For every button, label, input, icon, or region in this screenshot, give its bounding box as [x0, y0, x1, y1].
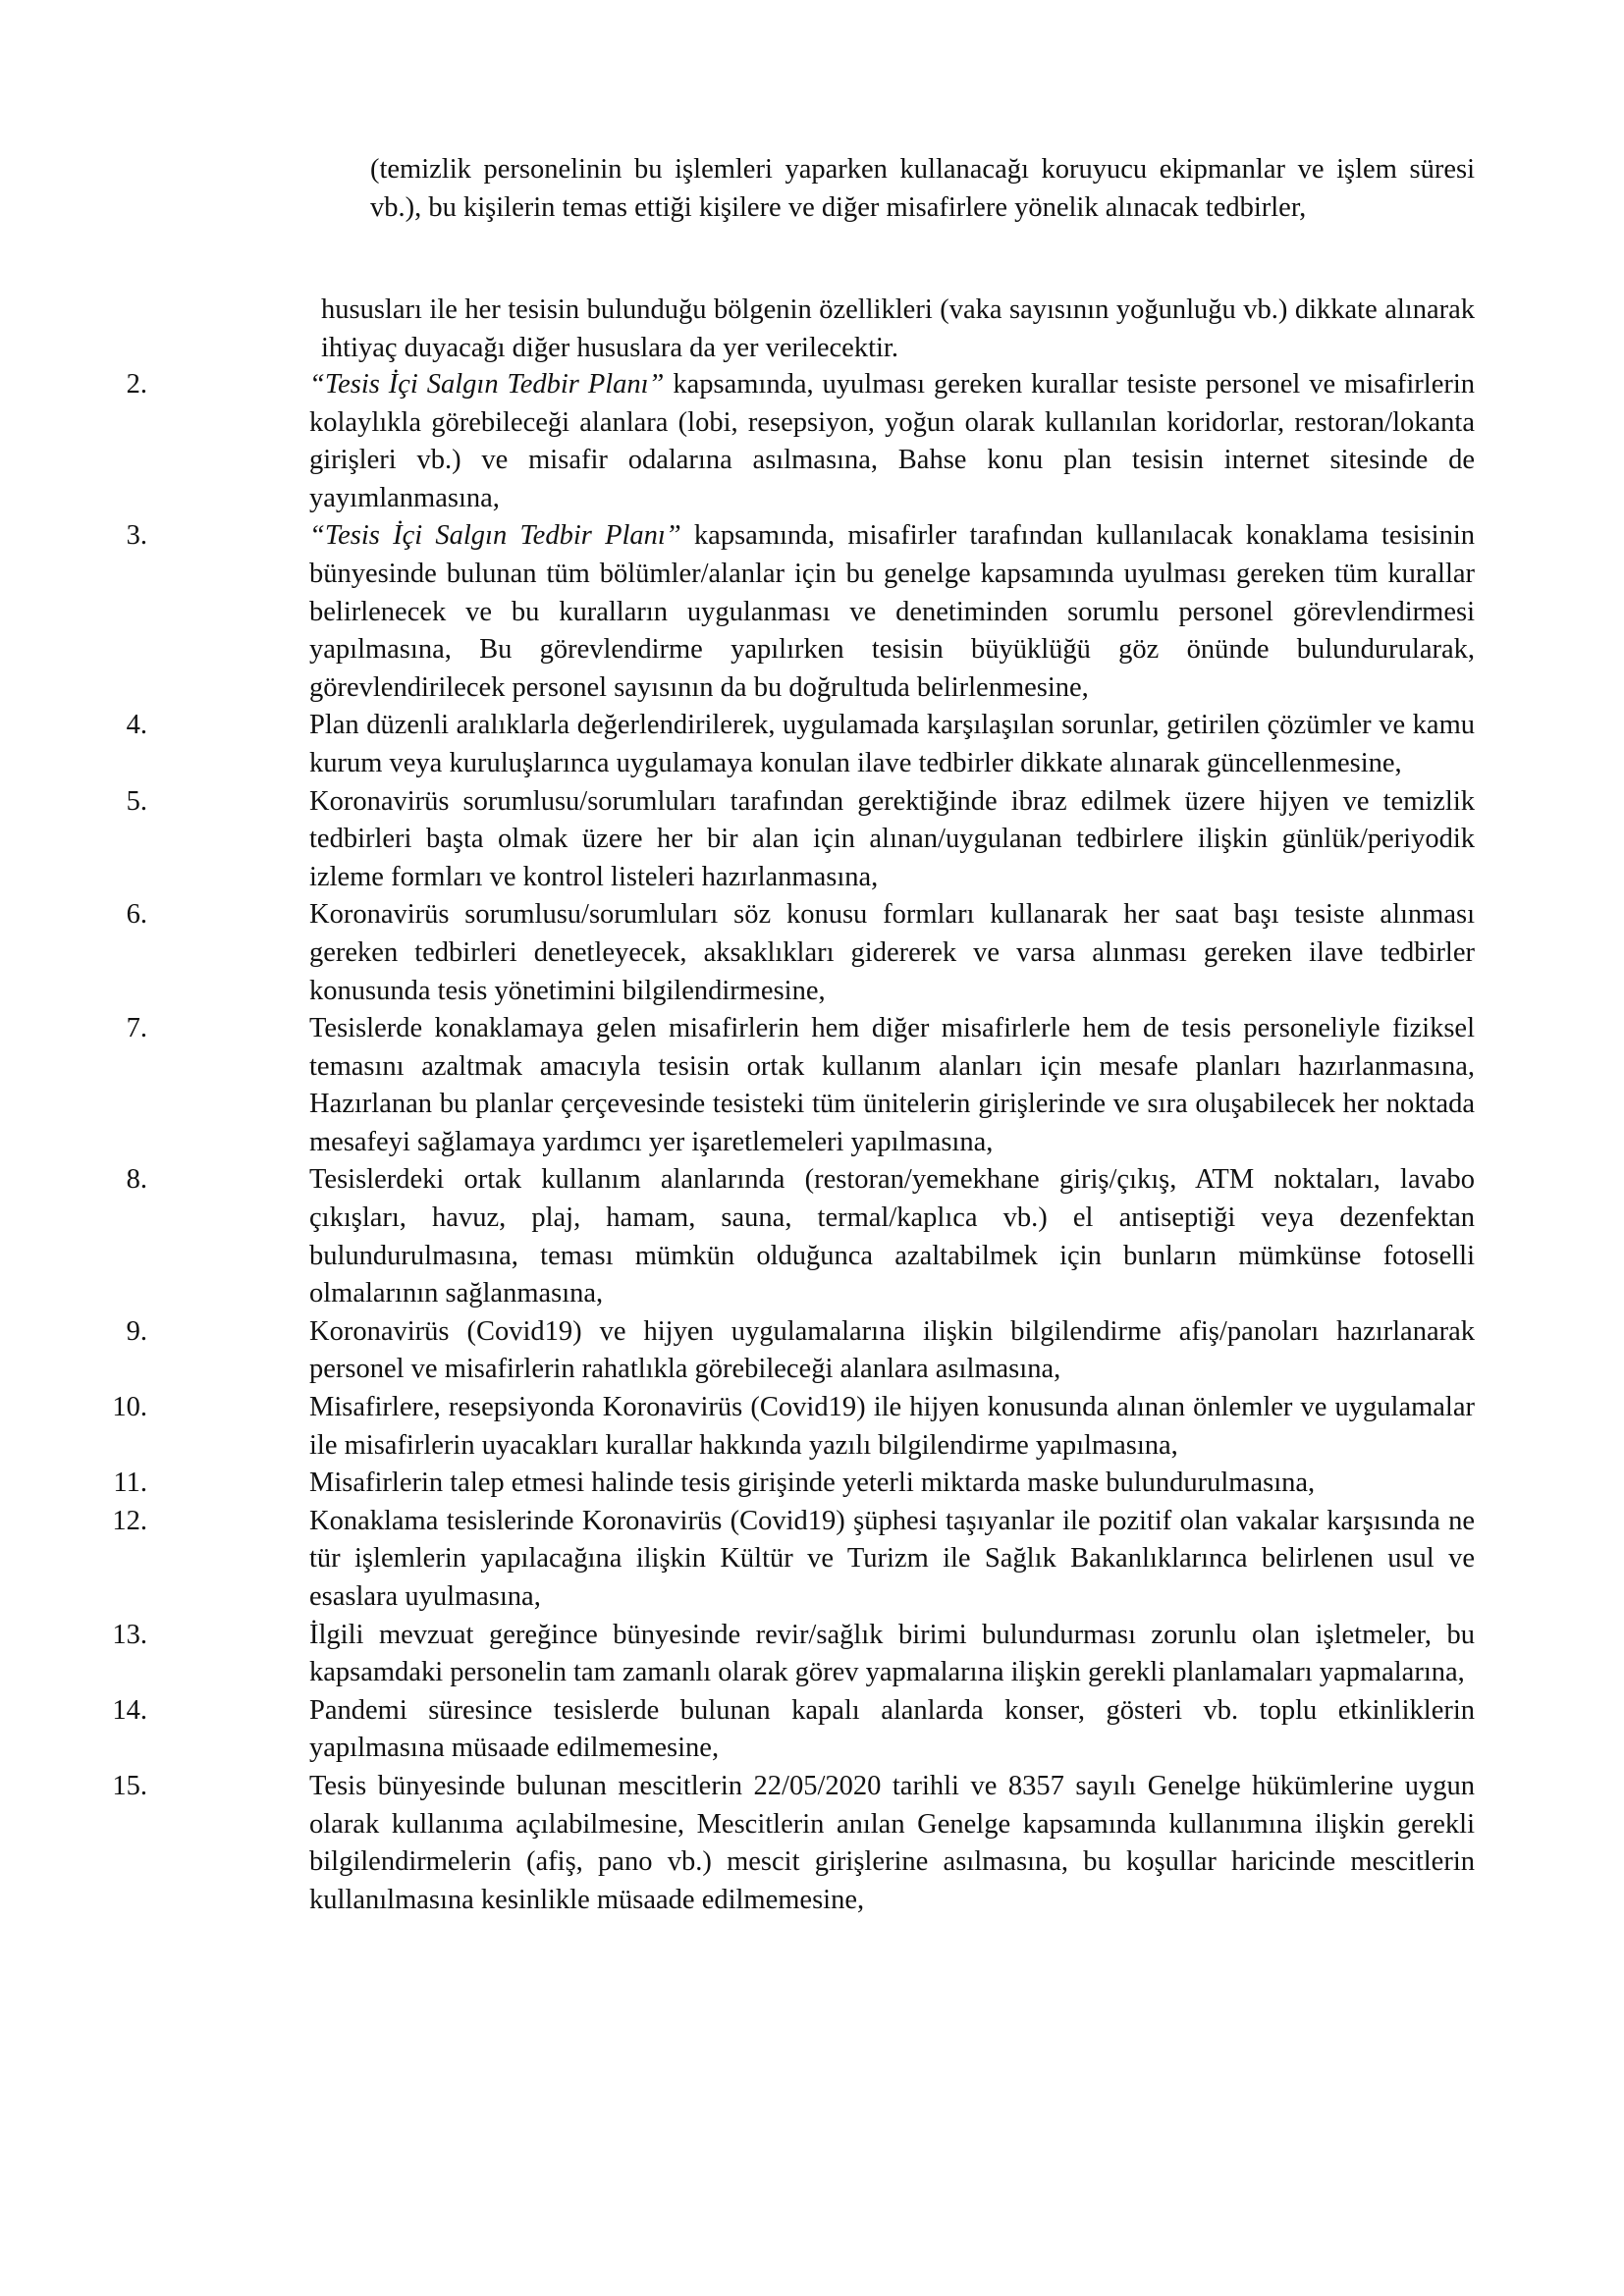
- list-item-number: 2.: [126, 369, 147, 400]
- list-item-number: 8.: [126, 1164, 147, 1196]
- list-item-text: [309, 1010, 1475, 1161]
- list-item-text: [309, 366, 1475, 517]
- list-item-body: Tesis bünyesinde bulunan mescitlerin 22/05/2020 tarihli ve 8357 sayılı Genelge hükümlerine uygun olarak kullanıma açılabilmesine, Mescitlerin anılan Genelge kapsamında kullanımına ilişkin gerekli bilgilendirmelerin (afiş, pano vb.) mescit girişlerine asılmasına, bu koşullar haricinde mescitlerin kullanılmasına kesinlikle müsaade edilmemesine,: [309, 1770, 1475, 1915]
- list-item: [0, 1313, 1475, 1389]
- list-item-body: kapsamında, uyulması gereken kurallar tesiste personel ve misafirlerin kolaylıkla görebileceği alanlara (lobi, resepsiyon, yoğun olarak kullanılan koridorlar, restoran/lokanta girişleri vb.) ve misafir odalarına asılmasına, Bahse konu plan tesisin internet sitesinde de yayımlanmasına,: [309, 369, 1475, 513]
- list-item-text: [309, 1617, 1475, 1692]
- list-item-text: [309, 1313, 1475, 1389]
- list-item-body: kapsamında, misafirler tarafından kullanılacak konaklama tesisinin bünyesinde bulunan tüm bölümler/alanlar için bu genelge kapsamında uyulması gereken tüm kurallar belirlenecek ve bu kuralların uygulanması ve denetiminden sorumlu personel görevlendirmesi yapılmasına, Bu görevlendirme yapılırken tesisin büyüklüğü göz önünde bulundurularak, görevlendirilecek personel sayısının da bu doğrultuda belirlenmesine,: [309, 520, 1475, 703]
- list-item-body: İlgili mevzuat gereğince bünyesinde revir/sağlık birimi bulundurması zorunlu olan işletmeler, bu kapsamdaki personelin tam zamanlı olarak görev yapmalarına ilişkin gerekli planlamaları yapmalarına,: [309, 1619, 1475, 1688]
- list-item-text: [309, 1692, 1475, 1768]
- list-item-body: Misafirlerin talep etmesi halinde tesis girişinde yeterli miktarda maske bulundurulmasına,: [309, 1468, 1316, 1499]
- list-item-number: 12.: [112, 1505, 147, 1536]
- list-item-number: 15.: [112, 1770, 147, 1801]
- list-item-text: [309, 517, 1475, 707]
- list-item: [0, 896, 1475, 1010]
- list-item-text: [309, 1465, 1475, 1503]
- list-item: [0, 1161, 1475, 1312]
- summary-paragraph: hususları ile her tesisin bulunduğu bölgenin özellikleri (vaka sayısının yoğunluğu vb.) dikkate alınarak ihtiyaç duyacağı diğer hususlara da yer verilecektir.: [321, 294, 1475, 363]
- list-item-body: Koronavirüs (Covid19) ve hijyen uygulamalarına ilişkin bilgilendirme afiş/panoları hazırlanarak personel ve misafirlerin rahatlıkla görebileceği alanlara asılmasına,: [309, 1315, 1475, 1385]
- list-item-body: Konaklama tesislerinde Koronavirüs (Covid19) şüphesi taşıyanlar ile pozitif olan vakalar karşısında ne tür işlemlerin yapılacağına ilişkin Kültür ve Turizm ile Sağlık Bakanlıklarınca belirlenen usul ve esaslara uyulmasına,: [309, 1505, 1475, 1612]
- list-item-text: [309, 896, 1475, 1010]
- list-item: [0, 1503, 1475, 1617]
- list-item-text: [309, 1768, 1475, 1919]
- list-item-text: [309, 1161, 1475, 1312]
- list-item: [0, 366, 1475, 517]
- list-item: [0, 517, 1475, 707]
- plan-title-italic: “Tesis İçi Salgın Tedbir Planı”: [309, 369, 665, 400]
- list-item-body: Plan düzenli aralıklarla değerlendirilerek, uygulamada karşılaşılan sorunlar, getirilen çözümler ve kamu kurum veya kuruluşlarınca uygulamaya konulan ilave tedbirler dikkate alınarak güncellenmesine,: [309, 710, 1475, 778]
- list-item-number: 10.: [112, 1392, 147, 1423]
- list-item-text: [309, 1389, 1475, 1465]
- list-item-body: Tesislerdeki ortak kullanım alanlarında (restoran/yemekhane giriş/çıkış, ATM noktaları, lavabo çıkışları, havuz, plaj, hamam, sauna, termal/kaplıca vb.) el antiseptiği veya dezenfektan bulundurulmasına, teması mümkün olduğunca azaltabilmek için bunların mümkünse fotoselli olmalarının sağlanmasına,: [309, 1164, 1475, 1309]
- list-item: [0, 707, 1475, 782]
- list-item-body: Koronavirüs sorumlusu/sorumluları tarafından gerektiğinde ibraz edilmek üzere hijyen ve temizlik tedbirleri başta olmak üzere her bir alan için alınan/uygulanan tedbirlere ilişkin günlük/periyodik izleme formları ve kontrol listeleri hazırlanmasına,: [309, 785, 1475, 892]
- list-item-number: 9.: [126, 1315, 147, 1347]
- list-item: [0, 783, 1475, 897]
- list-item-number: 6.: [126, 899, 147, 931]
- list-item-number: 4.: [126, 710, 147, 741]
- list-item: [0, 1768, 1475, 1919]
- list-item-body: Tesislerde konaklamaya gelen misafirlerin hem diğer misafirlerle hem de tesis personeliyle fiziksel temasını azaltmak amacıyla tesisin ortak kullanım alanları için mesafe planları hazırlanmasına, Hazırlanan bu planlar çerçevesinde tesisteki tüm ünitelerin girişlerinde ve sıra oluşabilecek her noktada mesafeyi sağlamaya yardımcı yer işaretlemeleri yapılmasına,: [309, 1013, 1475, 1157]
- continuation-paragraph: (temizlik personelinin bu işlemleri yaparken kullanacağı koruyucu ekipmanlar ve işlem süresi vb.), bu kişilerin temas ettiği kişilere ve diğer misafirlere yönelik alınacak tedbirler,: [370, 154, 1475, 223]
- list-item-number: 14.: [112, 1694, 147, 1726]
- list-item-text: [309, 1503, 1475, 1617]
- list-item-number: 7.: [126, 1013, 147, 1044]
- list-item: [0, 1692, 1475, 1768]
- list-item-body: Pandemi süresince tesislerde bulunan kapalı alanlarda konser, gösteri vb. toplu etkinliklerin yapılmasına müsaade edilmemesine,: [309, 1694, 1475, 1764]
- list-item-number: 13.: [112, 1619, 147, 1650]
- list-item-number: 11.: [113, 1468, 147, 1499]
- numbered-list: [0, 366, 1624, 1919]
- list-item: [0, 1465, 1475, 1503]
- list-item-text: [309, 783, 1475, 897]
- list-item-body: Misafirlere, resepsiyonda Koronavirüs (Covid19) ile hijyen konusunda alınan önlemler ve uygulamalar ile misafirlerin uyacakları kurallar hakkında yazılı bilgilendirme yapılmasına,: [309, 1392, 1475, 1461]
- list-item-body: Koronavirüs sorumlusu/sorumluları söz konusu formları kullanarak her saat başı tesiste alınması gereken tedbirleri denetleyecek, aksaklıkları gidererek ve varsa alınması gereken ilave tedbirler konusunda tesis yönetimini bilgilendirmesine,: [309, 899, 1475, 1006]
- list-item: [0, 1010, 1475, 1161]
- list-item: [0, 1389, 1475, 1465]
- plan-title-italic: “Tesis İçi Salgın Tedbir Planı”: [309, 520, 681, 552]
- list-item: [0, 1617, 1475, 1692]
- list-item-number: 3.: [126, 520, 147, 552]
- list-item-number: 5.: [126, 785, 147, 817]
- list-item-text: [309, 707, 1475, 782]
